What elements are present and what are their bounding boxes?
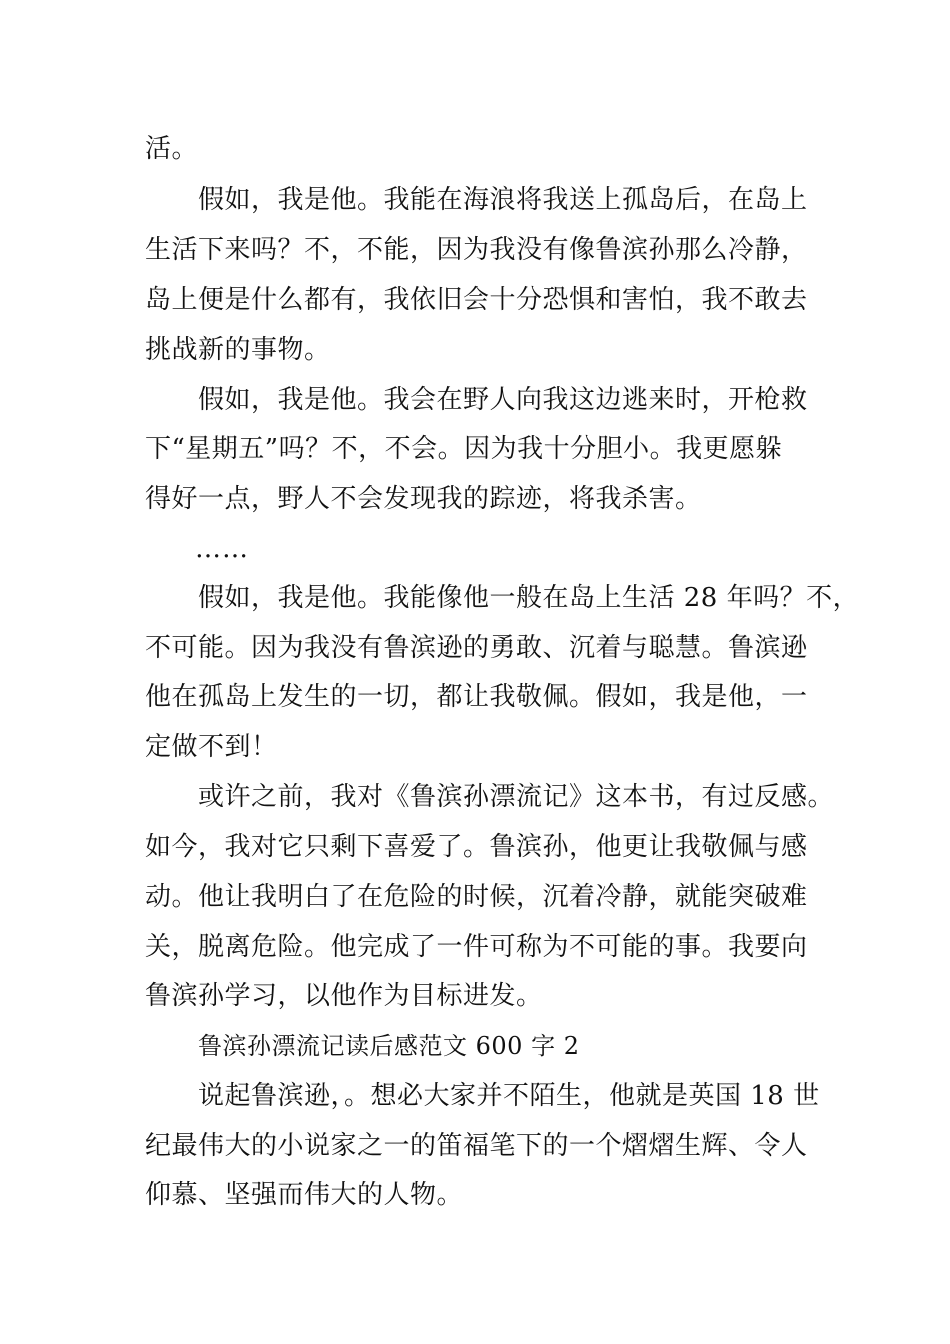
text-line: 鲁滨孙学习，以他作为目标进发。 (145, 981, 543, 1011)
text-line: 或许之前，我对《鲁滨孙漂流记》这本书，有过反感。 (198, 782, 835, 812)
text-line: 得好一点，野人不会发现我的踪迹，将我杀害。 (145, 484, 702, 514)
text-line: 岛上便是什么都有，我依旧会十分恐惧和害怕，我不敢去 (145, 285, 808, 315)
text-line: 定做不到！ (145, 732, 278, 762)
text-line: 纪最伟大的小说家之一的笛福笔下的一个熠熠生辉、令人 (145, 1131, 808, 1161)
text-line: 仰慕、坚强而伟大的人物。 (145, 1180, 464, 1210)
text-line: 假如，我是他。我能像他一般在岛上生活 28 年吗？不， (198, 583, 860, 613)
text-line: 挑战新的事物。 (145, 335, 331, 365)
text-line: 活。 (145, 134, 199, 164)
text-line: 动。他让我明白了在危险的时候，沉着冷静，就能突破难 (145, 882, 808, 912)
text-line: 假如，我是他。我能在海浪将我送上孤岛后，在岛上 (198, 185, 808, 215)
text-line: 关，脱离危险。他完成了一件可称为不可能的事。我要向 (145, 932, 808, 962)
text-line: 他在孤岛上发生的一切，都让我敬佩。假如，我是他，一 (145, 682, 808, 712)
text-line: 生活下来吗？不，不能，因为我没有像鲁滨孙那么冷静， (145, 235, 808, 265)
ellipsis-line: …… (195, 534, 249, 564)
text-line: 不可能。因为我没有鲁滨逊的勇敢、沉着与聪慧。鲁滨逊 (145, 633, 808, 663)
text-line: 说起鲁滨逊，。想必大家并不陌生，他就是英国 18 世 (198, 1081, 820, 1111)
text-line: 下“星期五”吗？不，不会。因为我十分胆小。我更愿躲 (145, 434, 783, 464)
section-heading: 鲁滨孙漂流记读后感范文 600 字 2 (198, 1032, 580, 1060)
text-line: 如今，我对它只剩下喜爱了。鲁滨孙，他更让我敬佩与感 (145, 832, 808, 862)
text-line: 假如，我是他。我会在野人向我这边逃来时，开枪救 (198, 385, 808, 415)
